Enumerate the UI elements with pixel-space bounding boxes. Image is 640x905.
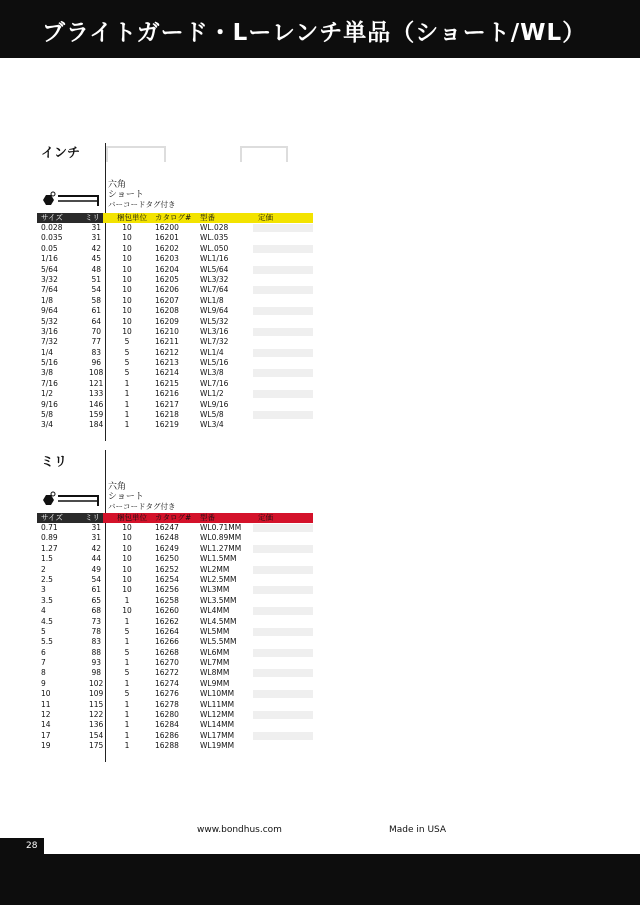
cell-catalog: 16254 <box>155 574 179 584</box>
cell-size: 3 <box>41 585 46 595</box>
cell-size: 4.5 <box>41 616 53 626</box>
cell-mm: 78 <box>91 626 101 636</box>
table-row <box>37 306 313 316</box>
cell-pack-unit: 5 <box>124 368 130 378</box>
hex-wrench-icon <box>40 490 104 510</box>
cell-pack-unit: 5 <box>124 689 130 699</box>
cell-size: 8 <box>41 668 46 678</box>
cell-model: WL14MM <box>200 720 235 730</box>
cell-model: WL5/64 <box>200 264 229 274</box>
cell-pack-unit: 1 <box>124 730 130 740</box>
cell-size: 14 <box>41 720 51 730</box>
table-row <box>37 368 313 378</box>
cell-catalog: 16266 <box>155 637 179 647</box>
cell-model: WL9/64 <box>200 306 229 316</box>
table-row <box>37 389 313 399</box>
cell-model: WL3/32 <box>200 274 229 284</box>
cell-mm: 93 <box>91 658 101 668</box>
table-header <box>37 513 313 523</box>
table-row <box>37 554 313 564</box>
cell-pack-unit: 10 <box>122 533 132 543</box>
table-row <box>37 617 313 627</box>
cell-catalog: 16268 <box>155 647 179 657</box>
cell-pack-unit: 5 <box>124 647 130 657</box>
kind-shape: 六角 <box>108 482 127 492</box>
cell-mm: 175 <box>89 741 104 751</box>
cell-size: 3/16 <box>41 326 58 336</box>
table-row <box>37 285 313 295</box>
cell-model: WL9MM <box>200 678 230 688</box>
cell-model: WL1/16 <box>200 254 229 264</box>
cell-size: 7 <box>41 658 46 668</box>
cell-catalog: 16219 <box>155 420 179 430</box>
cell-mm: 146 <box>89 399 104 409</box>
cell-size: 0.05 <box>41 243 58 253</box>
kind-tag: バーコードタグ付き <box>108 502 176 511</box>
cell-catalog: 16206 <box>155 285 179 295</box>
table-row <box>37 596 313 606</box>
cell-mm: 70 <box>91 326 101 336</box>
header-size: サイズ <box>41 213 63 222</box>
cell-mm: 68 <box>91 606 101 616</box>
header-catalog: カタログ# <box>155 513 192 522</box>
cell-size: 5/16 <box>41 358 58 368</box>
cell-pack-unit: 1 <box>124 710 130 720</box>
cell-catalog: 16248 <box>155 533 179 543</box>
wrench-sketch <box>240 146 288 162</box>
cell-catalog: 16209 <box>155 316 179 326</box>
table-row <box>37 731 313 741</box>
cell-mm: 184 <box>89 420 104 430</box>
table-body <box>37 223 313 431</box>
cell-size: 5.5 <box>41 637 53 647</box>
table-header <box>37 213 313 223</box>
cell-model: WL2MM <box>200 564 230 574</box>
cell-mm: 96 <box>91 358 101 368</box>
cell-size: 7/64 <box>41 285 58 295</box>
cell-catalog: 16274 <box>155 678 179 688</box>
cell-model: WL1/2 <box>200 389 224 399</box>
header-model: 型番 <box>200 213 215 222</box>
cell-size: 1/16 <box>41 254 58 264</box>
cell-model: WL1.5MM <box>200 554 237 564</box>
cell-pack-unit: 5 <box>124 626 130 636</box>
table-row <box>37 606 313 616</box>
cell-mm: 73 <box>91 616 101 626</box>
table-row <box>37 265 313 275</box>
table-row <box>37 410 313 420</box>
cell-model: WL12MM <box>200 710 235 720</box>
cell-mm: 88 <box>91 647 101 657</box>
cell-mm: 58 <box>91 295 101 305</box>
cell-catalog: 16278 <box>155 699 179 709</box>
cell-mm: 83 <box>91 637 101 647</box>
cell-catalog: 16217 <box>155 399 179 409</box>
cell-mm: 98 <box>91 668 101 678</box>
cell-size: 6 <box>41 647 46 657</box>
kind-tag: バーコードタグ付き <box>108 200 176 209</box>
cell-catalog: 16201 <box>155 233 179 243</box>
table-row <box>37 533 313 543</box>
cell-mm: 31 <box>91 223 101 232</box>
cell-size: 19 <box>41 741 51 751</box>
table-row <box>37 679 313 689</box>
cell-model: WL6MM <box>200 647 230 657</box>
cell-model: WL7/64 <box>200 285 229 295</box>
cell-pack-unit: 10 <box>122 574 132 584</box>
cell-mm: 109 <box>89 689 104 699</box>
mm-table <box>37 513 313 752</box>
wrench-sketch <box>106 146 166 162</box>
cell-size: 5/32 <box>41 316 58 326</box>
header-price: 定価 <box>258 213 273 222</box>
cell-size: 3.5 <box>41 595 53 605</box>
cell-model: WL5/8 <box>200 410 224 420</box>
cell-mm: 42 <box>91 543 101 553</box>
cell-size: 7/32 <box>41 337 58 347</box>
inch-section-label: インチ <box>41 146 81 161</box>
cell-size: 2 <box>41 564 46 574</box>
cell-model: WL0.71MM <box>200 523 242 532</box>
cell-size: 3/4 <box>41 420 54 430</box>
cell-pack-unit: 5 <box>124 347 130 357</box>
cell-pack-unit: 10 <box>122 264 132 274</box>
cell-catalog: 16276 <box>155 689 179 699</box>
cell-size: 4 <box>41 606 46 616</box>
cell-model: WL4MM <box>200 606 230 616</box>
cell-size: 1/8 <box>41 295 54 305</box>
mm-section-label: ミリ <box>41 455 68 470</box>
cell-catalog: 16272 <box>155 668 179 678</box>
cell-mm: 42 <box>91 243 101 253</box>
made-in-label: Made in USA <box>389 825 447 835</box>
cell-size: 3/32 <box>41 274 58 284</box>
cell-mm: 61 <box>91 306 101 316</box>
table-row <box>37 233 313 243</box>
cell-catalog: 16211 <box>155 337 179 347</box>
table-row <box>37 327 313 337</box>
cell-pack-unit: 1 <box>124 399 130 409</box>
cell-pack-unit: 5 <box>124 668 130 678</box>
cell-pack-unit: 1 <box>124 658 130 668</box>
cell-mm: 121 <box>89 378 104 388</box>
cell-model: WL7/16 <box>200 378 229 388</box>
cell-pack-unit: 1 <box>124 389 130 399</box>
cell-catalog: 16215 <box>155 378 179 388</box>
table-row <box>37 523 313 533</box>
cell-catalog: 16218 <box>155 410 179 420</box>
cell-pack-unit: 10 <box>122 326 132 336</box>
header-bar <box>0 0 640 58</box>
cell-model: WL19MM <box>200 741 235 751</box>
cell-mm: 154 <box>89 730 104 740</box>
cell-catalog: 16200 <box>155 223 179 232</box>
cell-mm: 65 <box>91 595 101 605</box>
cell-size: 5/64 <box>41 264 58 274</box>
cell-mm: 31 <box>91 523 101 532</box>
cell-catalog: 16216 <box>155 389 179 399</box>
cell-pack-unit: 1 <box>124 616 130 626</box>
cell-model: WL5/32 <box>200 316 229 326</box>
cell-catalog: 16280 <box>155 710 179 720</box>
cell-mm: 115 <box>89 699 104 709</box>
cell-size: 7/16 <box>41 378 58 388</box>
cell-model: WL1/4 <box>200 347 224 357</box>
kind-shape: 六角 <box>108 180 127 190</box>
cell-pack-unit: 10 <box>122 316 132 326</box>
cell-size: 1.27 <box>41 543 58 553</box>
cell-pack-unit: 1 <box>124 420 130 430</box>
header-pack-unit: 梱包単位 <box>117 213 147 222</box>
cell-catalog: 16247 <box>155 523 179 532</box>
cell-pack-unit: 1 <box>124 378 130 388</box>
cell-catalog: 16212 <box>155 347 179 357</box>
cell-model: WL3/16 <box>200 326 229 336</box>
cell-pack-unit: 1 <box>124 410 130 420</box>
cell-model: WL5MM <box>200 626 230 636</box>
table-row <box>37 244 313 254</box>
cell-model: WL17MM <box>200 730 235 740</box>
footer-bar <box>44 854 640 905</box>
header-mm: ミリ <box>85 213 100 222</box>
table-row <box>37 720 313 730</box>
table-row <box>37 544 313 554</box>
cell-model: WL2.5MM <box>200 574 237 584</box>
cell-mm: 48 <box>91 264 101 274</box>
cell-model: WL3/4 <box>200 420 224 430</box>
cell-model: WL7/32 <box>200 337 229 347</box>
cell-catalog: 16260 <box>155 606 179 616</box>
cell-mm: 61 <box>91 585 101 595</box>
table-row <box>37 575 313 585</box>
cell-mm: 51 <box>91 274 101 284</box>
cell-size: 10 <box>41 689 51 699</box>
header-mm: ミリ <box>85 513 100 522</box>
cell-pack-unit: 10 <box>122 306 132 316</box>
cell-model: WL5/16 <box>200 358 229 368</box>
product-kind <box>108 180 176 210</box>
product-kind <box>108 482 176 512</box>
cell-pack-unit: 1 <box>124 595 130 605</box>
cell-catalog: 16252 <box>155 564 179 574</box>
cell-mm: 159 <box>89 410 104 420</box>
cell-catalog: 16210 <box>155 326 179 336</box>
cell-size: 2.5 <box>41 574 53 584</box>
cell-size: 0.028 <box>41 223 63 232</box>
cell-size: 9 <box>41 678 46 688</box>
header-model: 型番 <box>200 513 215 522</box>
cell-model: WL1/8 <box>200 295 224 305</box>
cell-catalog: 16205 <box>155 274 179 284</box>
cell-pack-unit: 10 <box>122 523 132 532</box>
table-row <box>37 637 313 647</box>
cell-catalog: 16286 <box>155 730 179 740</box>
cell-catalog: 16250 <box>155 554 179 564</box>
table-row <box>37 379 313 389</box>
table-body <box>37 523 313 752</box>
cell-size: 1/2 <box>41 389 54 399</box>
cell-model: WL.050 <box>200 243 229 253</box>
cell-size: 5 <box>41 626 46 636</box>
cell-mm: 54 <box>91 285 101 295</box>
inch-table <box>37 213 313 431</box>
header-catalog: カタログ# <box>155 213 192 222</box>
cell-catalog: 16288 <box>155 741 179 751</box>
cell-model: WL7MM <box>200 658 230 668</box>
table-row <box>37 565 313 575</box>
table-row <box>37 689 313 699</box>
cell-size: 0.71 <box>41 523 58 532</box>
cell-catalog: 16264 <box>155 626 179 636</box>
table-row <box>37 710 313 720</box>
cell-model: WL9/16 <box>200 399 229 409</box>
cell-model: WL0.89MM <box>200 533 242 543</box>
table-row <box>37 358 313 368</box>
cell-pack-unit: 1 <box>124 699 130 709</box>
cell-pack-unit: 10 <box>122 564 132 574</box>
cell-pack-unit: 10 <box>122 274 132 284</box>
cell-pack-unit: 10 <box>122 554 132 564</box>
table-row <box>37 223 313 233</box>
cell-model: WL11MM <box>200 699 235 709</box>
cell-mm: 136 <box>89 720 104 730</box>
table-row <box>37 296 313 306</box>
cell-catalog: 16213 <box>155 358 179 368</box>
table-row <box>37 317 313 327</box>
table-row <box>37 648 313 658</box>
cell-size: 1/4 <box>41 347 54 357</box>
cell-size: 0.035 <box>41 233 63 243</box>
cell-model: WL10MM <box>200 689 235 699</box>
cell-mm: 133 <box>89 389 104 399</box>
table-row <box>37 700 313 710</box>
kind-length: ショート <box>108 492 144 502</box>
cell-catalog: 16208 <box>155 306 179 316</box>
cell-pack-unit: 5 <box>124 337 130 347</box>
cell-catalog: 16262 <box>155 616 179 626</box>
cell-model: WL3MM <box>200 585 230 595</box>
table-row <box>37 585 313 595</box>
cell-catalog: 16207 <box>155 295 179 305</box>
cell-size: 9/64 <box>41 306 58 316</box>
cell-size: 17 <box>41 730 51 740</box>
cell-size: 11 <box>41 699 51 709</box>
hex-wrench-icon <box>40 190 104 210</box>
cell-pack-unit: 1 <box>124 637 130 647</box>
header-pack-unit: 梱包単位 <box>117 513 147 522</box>
table-row <box>37 254 313 264</box>
table-row <box>37 658 313 668</box>
cell-catalog: 16249 <box>155 543 179 553</box>
cell-mm: 49 <box>91 564 101 574</box>
cell-mm: 45 <box>91 254 101 264</box>
cell-size: 5/8 <box>41 410 54 420</box>
website-url: www.bondhus.com <box>197 825 282 835</box>
cell-model: WL.035 <box>200 233 229 243</box>
cell-mm: 77 <box>91 337 101 347</box>
cell-pack-unit: 10 <box>122 243 132 253</box>
cell-mm: 31 <box>91 533 101 543</box>
cell-mm: 54 <box>91 574 101 584</box>
cell-model: WL3/8 <box>200 368 224 378</box>
cell-mm: 64 <box>91 316 101 326</box>
cell-pack-unit: 10 <box>122 285 132 295</box>
cell-pack-unit: 10 <box>122 233 132 243</box>
cell-pack-unit: 10 <box>122 543 132 553</box>
cell-pack-unit: 10 <box>122 254 132 264</box>
cell-pack-unit: 5 <box>124 358 130 368</box>
table-row <box>37 420 313 430</box>
cell-model: WL8MM <box>200 668 230 678</box>
cell-catalog: 16204 <box>155 264 179 274</box>
table-row <box>37 337 313 347</box>
page-number: 28 <box>0 838 44 854</box>
cell-catalog: 16258 <box>155 595 179 605</box>
cell-pack-unit: 10 <box>122 606 132 616</box>
cell-pack-unit: 10 <box>122 295 132 305</box>
cell-mm: 102 <box>89 678 104 688</box>
cell-size: 12 <box>41 710 51 720</box>
cell-mm: 108 <box>89 368 104 378</box>
cell-model: WL.028 <box>200 223 229 232</box>
cell-mm: 83 <box>91 347 101 357</box>
cell-pack-unit: 10 <box>122 585 132 595</box>
table-row <box>37 400 313 410</box>
cell-catalog: 16270 <box>155 658 179 668</box>
cell-mm: 122 <box>89 710 104 720</box>
table-row <box>37 348 313 358</box>
cell-size: 1.5 <box>41 554 53 564</box>
footer-bar <box>0 854 44 905</box>
cell-size: 9/16 <box>41 399 58 409</box>
cell-catalog: 16202 <box>155 243 179 253</box>
page-title: ブライトガード・Lーレンチ単品（ショート/WL） <box>42 20 587 46</box>
cell-size: 0.89 <box>41 533 58 543</box>
cell-model: WL3.5MM <box>200 595 237 605</box>
kind-length: ショート <box>108 190 144 200</box>
cell-pack-unit: 1 <box>124 678 130 688</box>
cell-catalog: 16256 <box>155 585 179 595</box>
cell-model: WL4.5MM <box>200 616 237 626</box>
cell-catalog: 16284 <box>155 720 179 730</box>
table-row <box>37 627 313 637</box>
table-row <box>37 275 313 285</box>
cell-catalog: 16214 <box>155 368 179 378</box>
cell-model: WL5.5MM <box>200 637 237 647</box>
cell-catalog: 16203 <box>155 254 179 264</box>
cell-pack-unit: 1 <box>124 741 130 751</box>
table-row <box>37 741 313 751</box>
table-row <box>37 668 313 678</box>
cell-pack-unit: 1 <box>124 720 130 730</box>
cell-size: 3/8 <box>41 368 54 378</box>
header-size: サイズ <box>41 513 63 522</box>
cell-mm: 44 <box>91 554 101 564</box>
cell-pack-unit: 10 <box>122 223 132 232</box>
cell-model: WL1.27MM <box>200 543 242 553</box>
header-price: 定価 <box>258 513 273 522</box>
cell-mm: 31 <box>91 233 101 243</box>
